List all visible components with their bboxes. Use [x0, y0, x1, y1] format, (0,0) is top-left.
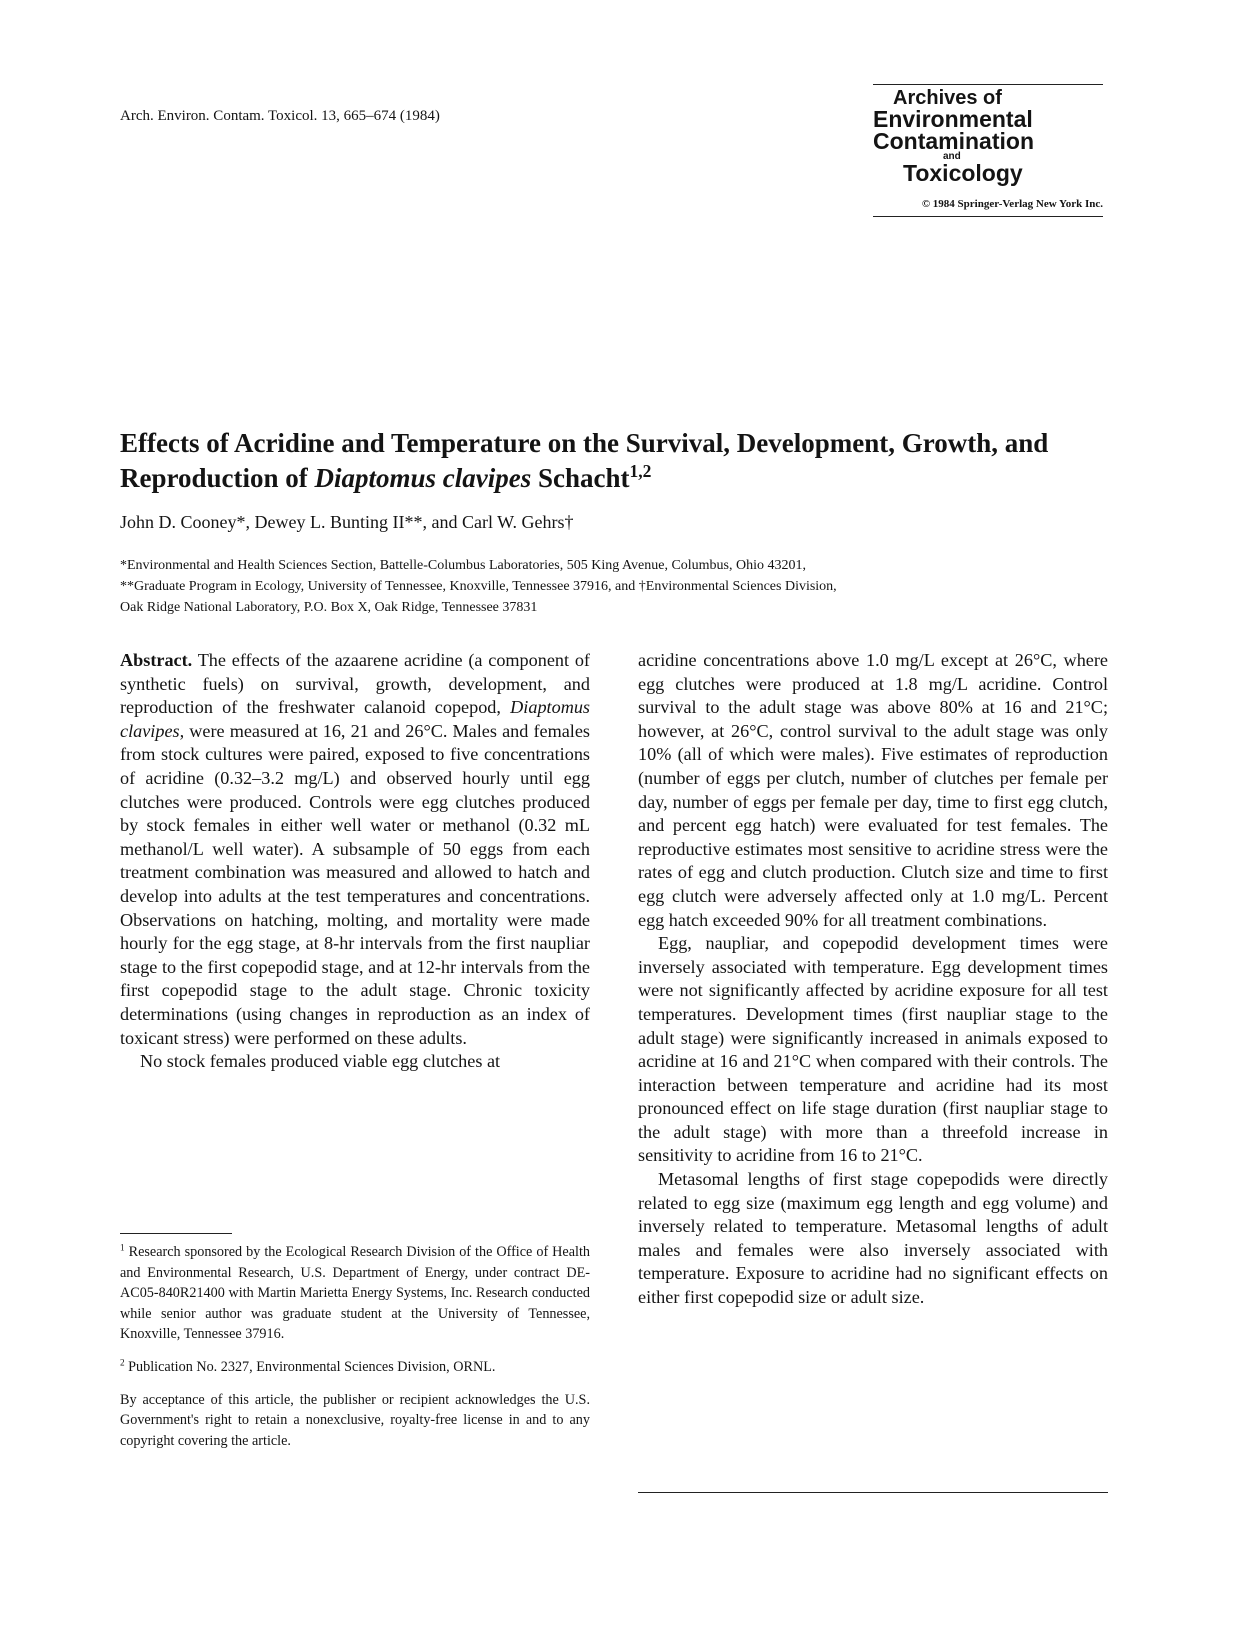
abstract-paragraph-2: No stock females produced viable egg clutches at — [140, 1051, 501, 1072]
footnote-1-text: Research sponsored by the Ecological Research Division of the Office of Health and Environmental Research, U.S. Department of Energy, under contract DE-AC05-840R21400 with Martin Marietta Energy Systems, Inc. Research conducted while senior author was graduate student at the University of Tennessee, Knoxville, Tennessee 37916. — [120, 1244, 590, 1343]
logo-bottom-rule — [873, 216, 1103, 217]
logo-line-toxicology: Toxicology — [903, 160, 1023, 186]
abstract-right-column — [638, 649, 1108, 1310]
footnote-1-mark: 1 — [120, 1242, 125, 1253]
abstract-label: Abstract. — [120, 650, 193, 670]
abstract-paragraph-3: Egg, naupliar, and copepodid development times were inversely associated with temperature. Egg development times were not significantly affected by acridine exposure for all test temperatures. Development times (first naupliar stage to the adult stage) were significantly increased in animals exposed to acridine at 16 and 21°C when compared with their controls. The interaction between temperature and acridine had its most pronounced effect on life stage duration (first naupliar stage to the adult stage) with more than a threefold increase in sensitivity to acridine from 16 to 21°C. — [638, 933, 1108, 1166]
title-text-1: Effects of Acridine and Temperature on the Survival, Development, Growth, and Reproduction of — [120, 428, 1049, 493]
journal-logo — [873, 86, 1103, 210]
footnote-2 — [120, 1357, 590, 1378]
logo-line-and: and — [943, 151, 961, 162]
abstract-paragraph-2-continued: acridine concentrations above 1.0 mg/L except at 26°C, where egg clutches were produced at 1.8 mg/L acridine. Control survival to the adult stage was above 80% at 16 and 21°C; however, at 26°C, control survival to the adult stage was only 10% (all of which were males). Five estimates of reproduction (number of eggs per clutch, number of clutches per female per day, number of eggs per female per day, time to first egg clutch, and percent egg hatch) were evaluated for test females. The reproductive estimates most sensitive to acridine stress were the rates of egg and clutch production. Clutch size and time to first egg clutch were adversely affected only at 1.0 mg/L. Percent egg hatch exceeded 90% for all treatment combinations. — [638, 650, 1108, 930]
abstract-text: The effects of the azaarene acridine (a component of synthetic fuels) on survival, growth, development, and reproduction of the freshwater calanoid copepod, — [120, 650, 590, 718]
logo-line-environmental: Environmental — [873, 106, 1033, 132]
affiliations — [120, 555, 1120, 618]
title-footnote-marks: 1,2 — [629, 461, 652, 481]
journal-citation: Arch. Environ. Contam. Toxicol. 13, 665–674 (1984) — [120, 108, 440, 124]
title-species: Diaptomus clavipes — [314, 463, 532, 493]
abstract-species: Diaptomus clavipes, — [120, 697, 590, 741]
logo-line-contamination: Contamination — [873, 128, 1034, 154]
copyright-acknowledgement: By acceptance of this article, the publisher or recipient acknowledges the U.S. Government's right to retain a nonexclusive, royalty-free license in and to any copyright covering the article. — [120, 1391, 590, 1449]
affiliation-line: **Graduate Program in Ecology, University of Tennessee, Knoxville, Tennessee 37916, and †Environmental Sciences Division, — [120, 579, 837, 594]
author-list: John D. Cooney*, Dewey L. Bunting II**, and Carl W. Gehrs† — [120, 512, 574, 532]
footnote-2-text: Publication No. 2327, Environmental Sciences Division, ORNL. — [124, 1358, 496, 1375]
abstract-paragraph-1 — [120, 649, 590, 1050]
footnotes — [120, 1242, 590, 1463]
affiliation-line: *Environmental and Health Sciences Section, Battelle-Columbus Laboratories, 505 King Avenue, Columbus, Ohio 43201, — [120, 558, 807, 573]
affiliation-line: Oak Ridge National Laboratory, P.O. Box X, Oak Ridge, Tennessee 37831 — [120, 600, 538, 615]
article-title — [120, 426, 1120, 496]
abstract-paragraph-4: Metasomal lengths of first stage copepodids were directly related to egg size (maximum egg length and egg volume) and inversely related to temperature. Metasomal lengths of adult males and females were also inversely associated with temperature. Exposure to acridine had no significant effects on either first copepodid size or adult size. — [638, 1169, 1108, 1308]
copyright-notice: © 1984 Springer-Verlag New York Inc. — [921, 198, 1103, 210]
title-text-2: Schacht — [531, 463, 630, 493]
abstract-left-column — [120, 649, 590, 1074]
footnote-2-mark: 2 — [120, 1357, 125, 1368]
column-end-rule — [638, 1492, 1108, 1493]
logo-top-rule — [873, 84, 1103, 85]
footnote-1 — [120, 1242, 590, 1345]
abstract-text: were measured at 16, 21 and 26°C. Males and females from stock cultures were paired, exposed to five concentrations of acridine (0.32–3.2 mg/L) and observed hourly until egg clutches were produced. Controls were egg clutches produced by stock females in either well water or methanol (0.32 mL methanol/L well water). A subsample of 50 eggs from each treatment combination was measured and allowed to hatch and develop into adults at the test temperatures and concentrations. Observations on hatching, molting, and mortality were made hourly for the egg stage, at 8-hr intervals from the first naupliar stage to the first copepodid stage, and at 12-hr intervals from the first copepodid stage to the adult stage. Chronic toxicity determinations (using changes in reproduction as an index of toxicant stress) were performed on these adults. — [120, 720, 590, 1048]
footnote-rule — [120, 1233, 232, 1234]
logo-line-archives: Archives of — [893, 87, 1002, 109]
